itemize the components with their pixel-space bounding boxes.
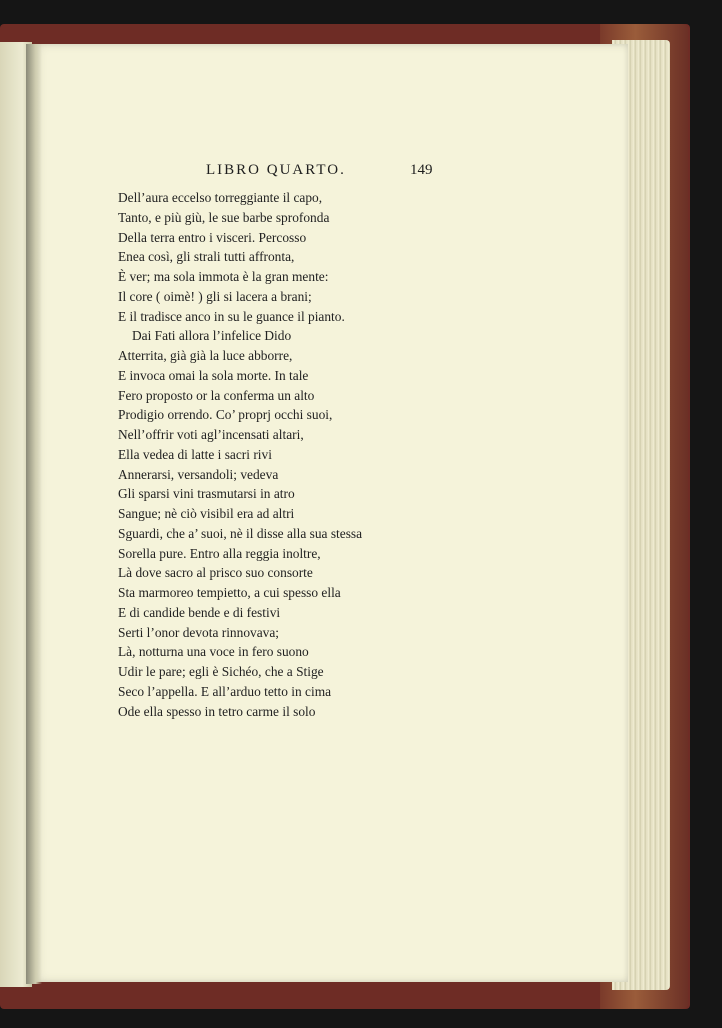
poem-line: Sta marmoreo tempietto, a cui spesso ella <box>118 585 341 600</box>
poem-line: È ver; ma sola immota è la gran mente: <box>118 269 329 284</box>
poem-line: Serti l’onor devota rinnovava; <box>118 624 280 640</box>
poem-line: Udir le pare; egli è Sichéo, che a Stige <box>118 664 324 679</box>
poem-line: Sorella pure. Entro alla reggia inoltre, <box>118 545 321 561</box>
poem-line: Sguardi, che a’ suoi, nè il disse alla sua stessa <box>118 525 363 541</box>
running-header: LIBRO QUARTO. <box>206 162 346 178</box>
poem-line: E il tradisce anco in su le guance il pianto. <box>118 308 345 324</box>
poem-line: Enea così, gli strali tutti affronta, <box>118 249 295 265</box>
poem-line: Nell’offrir voti agl’incensati altari, <box>118 427 304 442</box>
poem-text <box>118 188 448 721</box>
book-page <box>32 44 628 982</box>
poem-line: Là dove sacro al prisco suo consorte <box>118 565 313 581</box>
poem-line: E di candide bende e di festivi <box>118 604 281 620</box>
poem-line: Il core ( oimè! ) gli si lacera a brani; <box>118 288 312 304</box>
poem-line: Seco l’appella. E all’arduo tetto in cima <box>118 683 332 699</box>
poem-line: Gli sparsi vini trasmutarsi in atro <box>118 486 295 502</box>
poem-line: Ella vedea di latte i sacri rivi <box>118 446 272 462</box>
poem-line: Atterrita, già già la luce abborre, <box>118 348 293 363</box>
poem-line: Prodigio orrendo. Co’ proprj occhi suoi, <box>118 407 333 423</box>
page-gutter-shadow <box>26 44 42 984</box>
poem-line: E invoca omai la sola morte. In tale <box>118 367 309 383</box>
poem-line: Fero proposto or la conferma un alto <box>118 387 315 403</box>
poem-line: Della terra entro i visceri. Percosso <box>118 229 307 245</box>
page-number: 149 <box>410 162 433 178</box>
poem-line: Là, notturna una voce in fero suono <box>118 644 309 660</box>
poem-line: Tanto, e più giù, le sue barbe sprofonda <box>118 209 330 225</box>
poem-line: Dai Fati allora l’infelice Dido <box>132 328 292 344</box>
poem-line: Annerarsi, versandoli; vedeva <box>118 466 279 482</box>
poem-line: Dell’aura eccelso torreggiante il capo, <box>118 190 323 205</box>
poem-line: Sangue; nè ciò visibil era ad altri <box>118 506 295 521</box>
poem-line: Ode ella spesso in tetro carme il solo <box>118 703 316 719</box>
